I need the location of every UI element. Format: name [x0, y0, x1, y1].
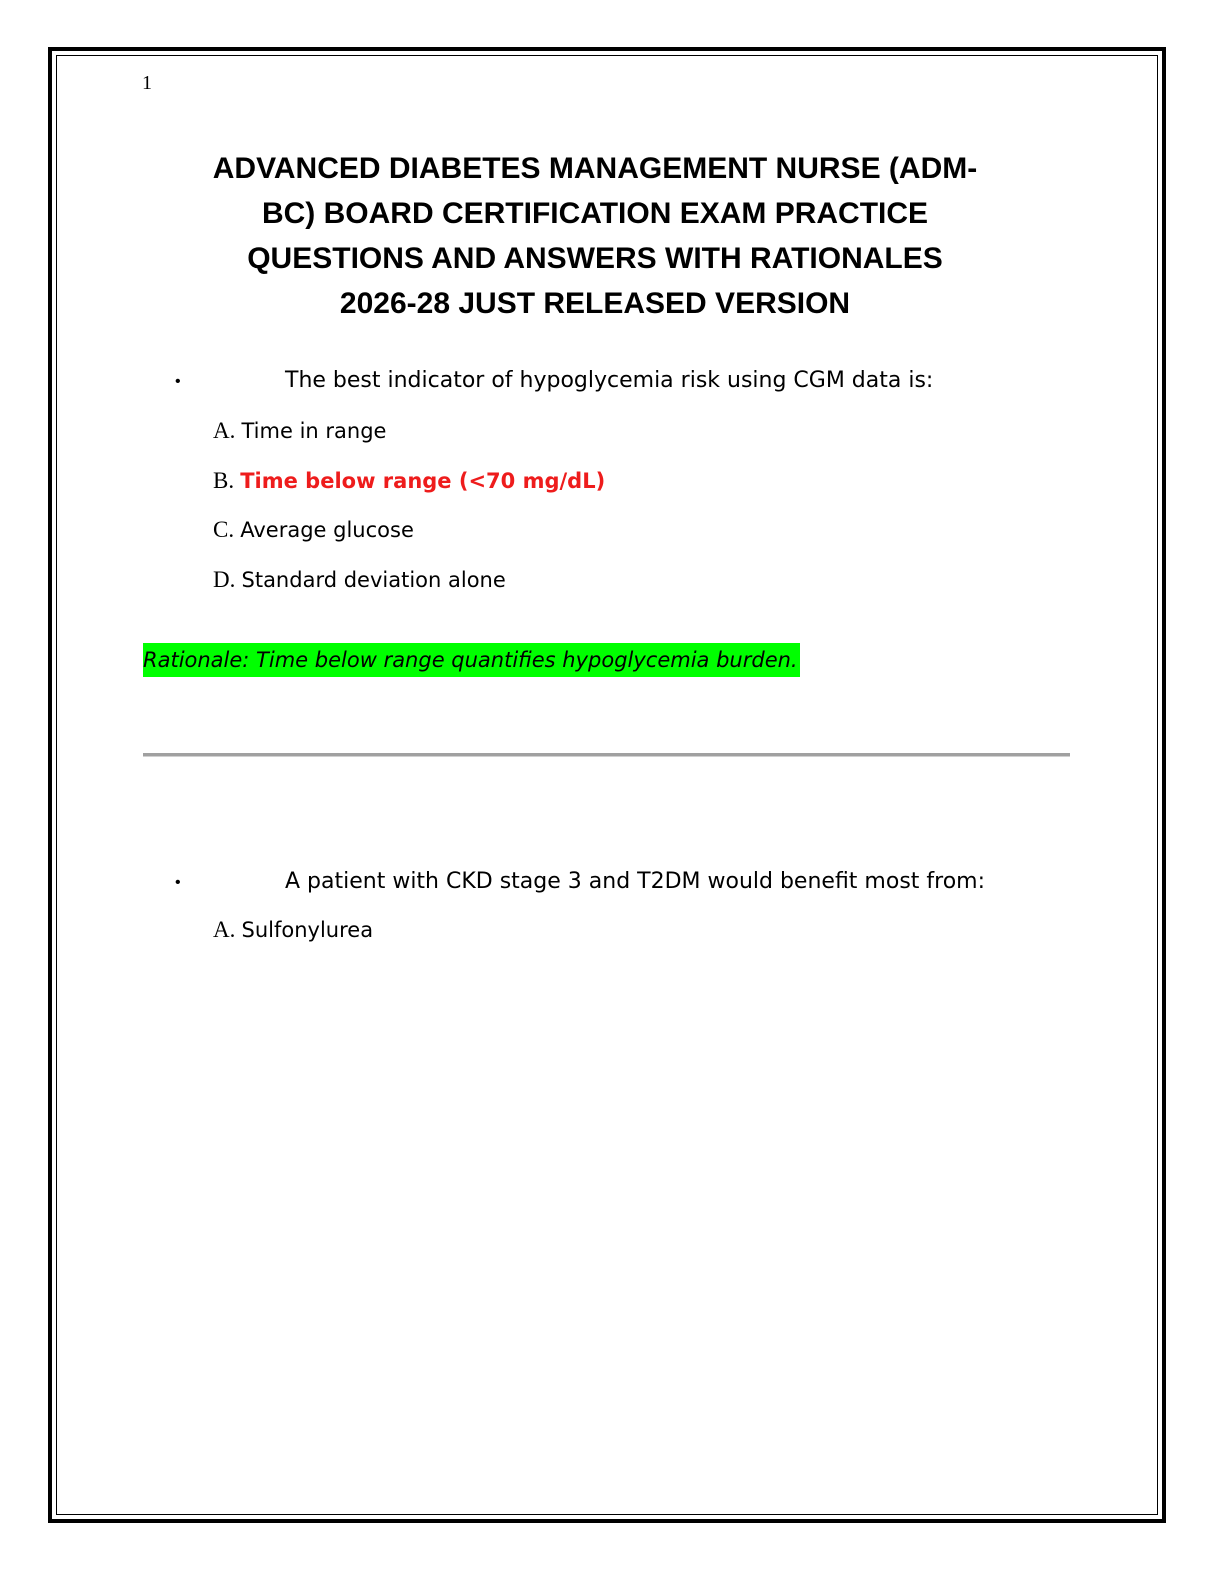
question-text: A patient with CKD stage 3 and T2DM would benefit most from: — [285, 869, 986, 894]
option-letter: A. — [213, 418, 236, 443]
horizontal-divider — [143, 753, 1070, 757]
title-line: 2026-28 JUST RELEASED VERSION — [339, 287, 851, 320]
option-c — [213, 515, 414, 545]
option-text: Sulfonylurea — [241, 918, 374, 942]
document-title — [130, 146, 1060, 326]
bullet-icon: • — [175, 874, 181, 891]
bullet-icon: • — [175, 373, 181, 390]
page-number: 1 — [142, 72, 152, 94]
question-text: The best indicator of hypoglycemia risk using CGM data is: — [285, 368, 934, 393]
option-letter: B. — [213, 468, 235, 493]
option-a — [213, 915, 373, 945]
option-text: Standard deviation alone — [241, 568, 506, 592]
option-text: Average glucose — [240, 518, 414, 542]
option-letter: D. — [213, 567, 236, 592]
option-text: Time in range — [241, 419, 387, 443]
title-line: ADVANCED DIABETES MANAGEMENT NURSE (ADM- — [212, 152, 978, 185]
option-text-correct: Time below range (<70 mg/dL) — [240, 469, 606, 493]
option-a — [213, 416, 386, 446]
option-letter: A. — [213, 917, 236, 942]
title-line: QUESTIONS AND ANSWERS WITH RATIONALES — [247, 242, 943, 275]
option-letter: C. — [213, 517, 235, 542]
option-d — [213, 565, 506, 595]
option-b — [213, 466, 605, 496]
title-line: BC) BOARD CERTIFICATION EXAM PRACTICE — [261, 197, 929, 230]
rationale: Rationale: Time below range quantifies hypoglycemia burden. — [143, 643, 800, 677]
